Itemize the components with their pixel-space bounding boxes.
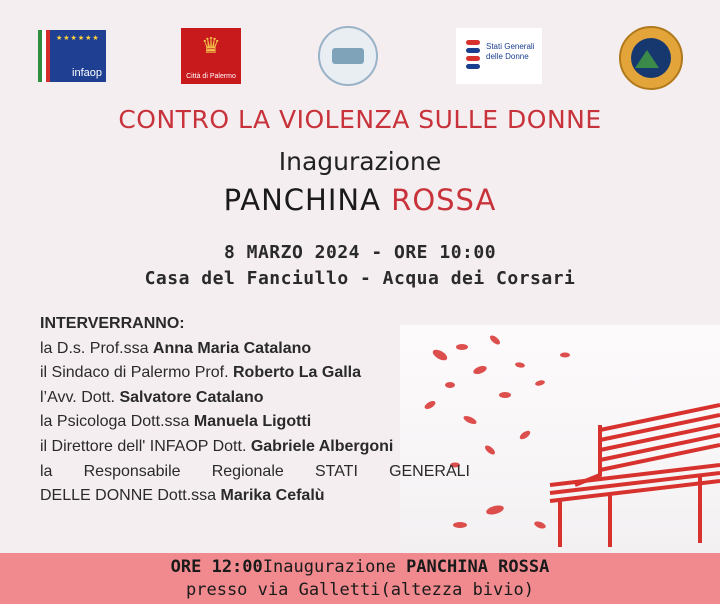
bench-title [0, 183, 720, 217]
infaop-logo [38, 30, 106, 82]
speaker-line [40, 337, 470, 362]
speaker-line [40, 410, 470, 435]
footer-banner [0, 553, 720, 604]
inauguration-subtitle: Inagurazione [278, 147, 442, 176]
mountain-icon [635, 50, 659, 68]
speaker-role: la Psicologa Dott.ssa [40, 413, 194, 431]
speakers-list [40, 312, 470, 509]
speakers-title: INTERVERRANNO: [40, 315, 185, 332]
footer-line2: presso via Galletti(altezza bivio) [186, 580, 534, 600]
speaker-role: l’Avv. Dott. [40, 388, 120, 406]
speaker-word: STATI [314, 462, 358, 480]
speaker-line [40, 484, 470, 509]
event-date-time: 8 MARZO 2024 - ORE 10:00 [223, 242, 497, 263]
speaker-role: il Sindaco di Palermo Prof. [40, 364, 233, 382]
speaker-word: la [40, 462, 53, 480]
speaker-name: Manuela Ligotti [193, 413, 312, 431]
speaker-line [40, 361, 470, 386]
campaign-title: CONTRO LA VIOLENZA SULLE DONNE [118, 105, 602, 134]
speaker-name: Roberto La Galla [232, 364, 362, 382]
bench-title-word1: PANCHINA [223, 183, 381, 217]
palermo-logo-text: Città di Palermo [186, 73, 236, 80]
footer-text: Inaugurazione [262, 557, 407, 577]
speaker-line [40, 460, 470, 485]
speaker-line [40, 435, 470, 460]
speaker-word: Responsabile [83, 462, 181, 480]
school-emblem-logo [318, 26, 378, 86]
logo-row [0, 26, 720, 90]
stati-generali-logo-text: Stati Generali delle Donne [486, 42, 535, 61]
bench-title-word2: ROSSA [391, 183, 497, 217]
infaop-logo-text: infaop [72, 67, 102, 79]
footer-line1 [0, 553, 720, 579]
speaker-role: la D.s. Prof.ssa [40, 339, 153, 357]
istituto-comprensivo-logo [619, 26, 683, 90]
footer-bench: PANCHINA ROSSA [406, 557, 550, 577]
eagle-icon: ♛ [201, 33, 221, 58]
stati-generali-icon [466, 40, 480, 70]
footer-time: ORE 12:00 [170, 557, 263, 577]
event-location: Casa del Fanciullo - Acqua dei Corsari [144, 268, 576, 289]
building-icon [332, 48, 364, 64]
speaker-name: Salvatore Catalano [119, 388, 264, 406]
speaker-line [40, 386, 470, 411]
speaker-word: Regionale [211, 462, 284, 480]
speaker-name: Anna Maria Catalano [152, 339, 312, 357]
stati-generali-logo [456, 28, 542, 84]
italian-flag-icon [38, 30, 50, 82]
speaker-word: GENERALI [389, 462, 470, 480]
stars-icon: ★★★★★★ [56, 35, 100, 42]
speaker-name: Gabriele Albergoni [250, 437, 394, 455]
speaker-name: Marika Cefalù [220, 487, 325, 505]
palermo-logo [181, 28, 241, 84]
speaker-role: DELLE DONNE Dott.ssa [40, 487, 221, 505]
speaker-role: il Direttore dell' INFAOP Dott. [40, 437, 251, 455]
